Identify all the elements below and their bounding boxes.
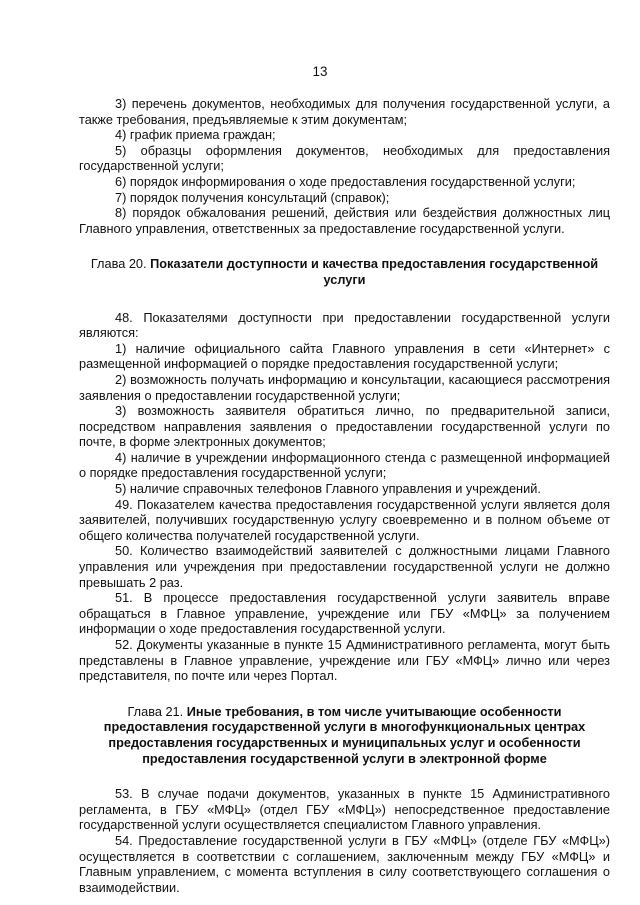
paragraph: 50. Количество взаимодействий заявителей с должностными лицами Главного управления или учреждения при предоставлении государственной услуги не должно превышать 2 раз. bbox=[79, 543, 610, 590]
chapter-20-section bbox=[79, 310, 610, 684]
paragraph: 4) наличие в учреждении информационного стенда с размещенной информацией о порядке предоставления государственной услуги; bbox=[79, 449, 610, 481]
list-item: 3) перечень документов, необходимых для получения государственной услуги, а также требования, предъявляемые к этим документам; bbox=[79, 96, 610, 127]
chapter-20-heading bbox=[79, 256, 610, 287]
paragraph: 2) возможность получать информацию и консультации, касающиеся рассмотрения заявления о предоставлении государственной услуги; bbox=[79, 371, 610, 403]
list-item: 4) график приема граждан; bbox=[115, 127, 276, 143]
paragraph: 48. Показателями доступности при предоставлении государственной услуги являются: bbox=[79, 309, 610, 341]
chapter-20-title: Показатели доступности и качества предоставления государственной услуги bbox=[150, 256, 599, 287]
chapter-21-title: Иные требования, в том числе учитывающие особенности предоставления государственной услуги в многофункциональных центрах предоставления государственных и муниципальных услуг и особенности предоставления государственной услуги в электронной форме bbox=[103, 703, 586, 766]
page-number: 13 bbox=[312, 64, 328, 79]
chapter-20-prefix: Глава 20. bbox=[90, 256, 151, 272]
list-item: 6) порядок информирования о ходе предоставления государственной услуги; bbox=[115, 173, 576, 189]
paragraph: 53. В случае подачи документов, указанных в пункте 15 Административного регламента, в ГБУ «МФЦ» (отдел ГБУ «МФЦ») непосредственное предоставление государственной услуги осуществляется специалистом Главного управления. bbox=[79, 786, 610, 833]
chapter-21-prefix: Глава 21. bbox=[127, 703, 187, 719]
document-body bbox=[79, 96, 610, 895]
list-item: 8) порядок обжалования решений, действия или бездействия должностных лиц Главного управления, ответственных за предоставление государственной услуги. bbox=[79, 205, 610, 236]
list-item: 7) порядок получения консультаций (справок); bbox=[115, 189, 390, 205]
paragraph: 49. Показателем качества предоставления государственной услуги является доля заявителей, получивших государственную услугу своевременно и в полном объеме от общего количества получателей государственной услуги. bbox=[79, 496, 610, 543]
paragraph: 5) наличие справочных телефонов Главного управления и учреждений. bbox=[115, 481, 541, 497]
list-continuation bbox=[79, 96, 610, 236]
list-item: 5) образцы оформления документов, необходимых для предоставления государственной услуги; bbox=[79, 142, 610, 174]
chapter-21-heading bbox=[79, 704, 610, 766]
paragraph: 52. Документы указанные в пункте 15 Административного регламента, могут быть представлены в Главное управление, учреждение или ГБУ «МФЦ» лично или через представителя, по почте или через Портал. bbox=[79, 637, 610, 684]
paragraph: 54. Предоставление государственной услуги в ГБУ «МФЦ» (отделе ГБУ «МФЦ») осуществляется в соответствии с соглашением, заключенным между ГБУ «МФЦ» и Главным управлением, с момента вступления в силу соответствующего соглашения о взаимодействии. bbox=[79, 832, 610, 895]
paragraph: 3) возможность заявителя обратиться лично, по предварительной записи, посредством направления заявления о предоставлении государственной услуги по почте, в форме электронных документов; bbox=[79, 403, 610, 450]
paragraph: 51. В процессе предоставления государственной услуги заявитель вправе обращаться в Главное управление, учреждение или ГБУ «МФЦ» за получением информации о ходе предоставления государственной услуги. bbox=[79, 590, 610, 637]
paragraph: 1) наличие официального сайта Главного управления в сети «Интернет» с размещенной информацией о порядке предоставления государственной услуги; bbox=[79, 340, 610, 372]
chapter-21-section bbox=[79, 786, 610, 895]
